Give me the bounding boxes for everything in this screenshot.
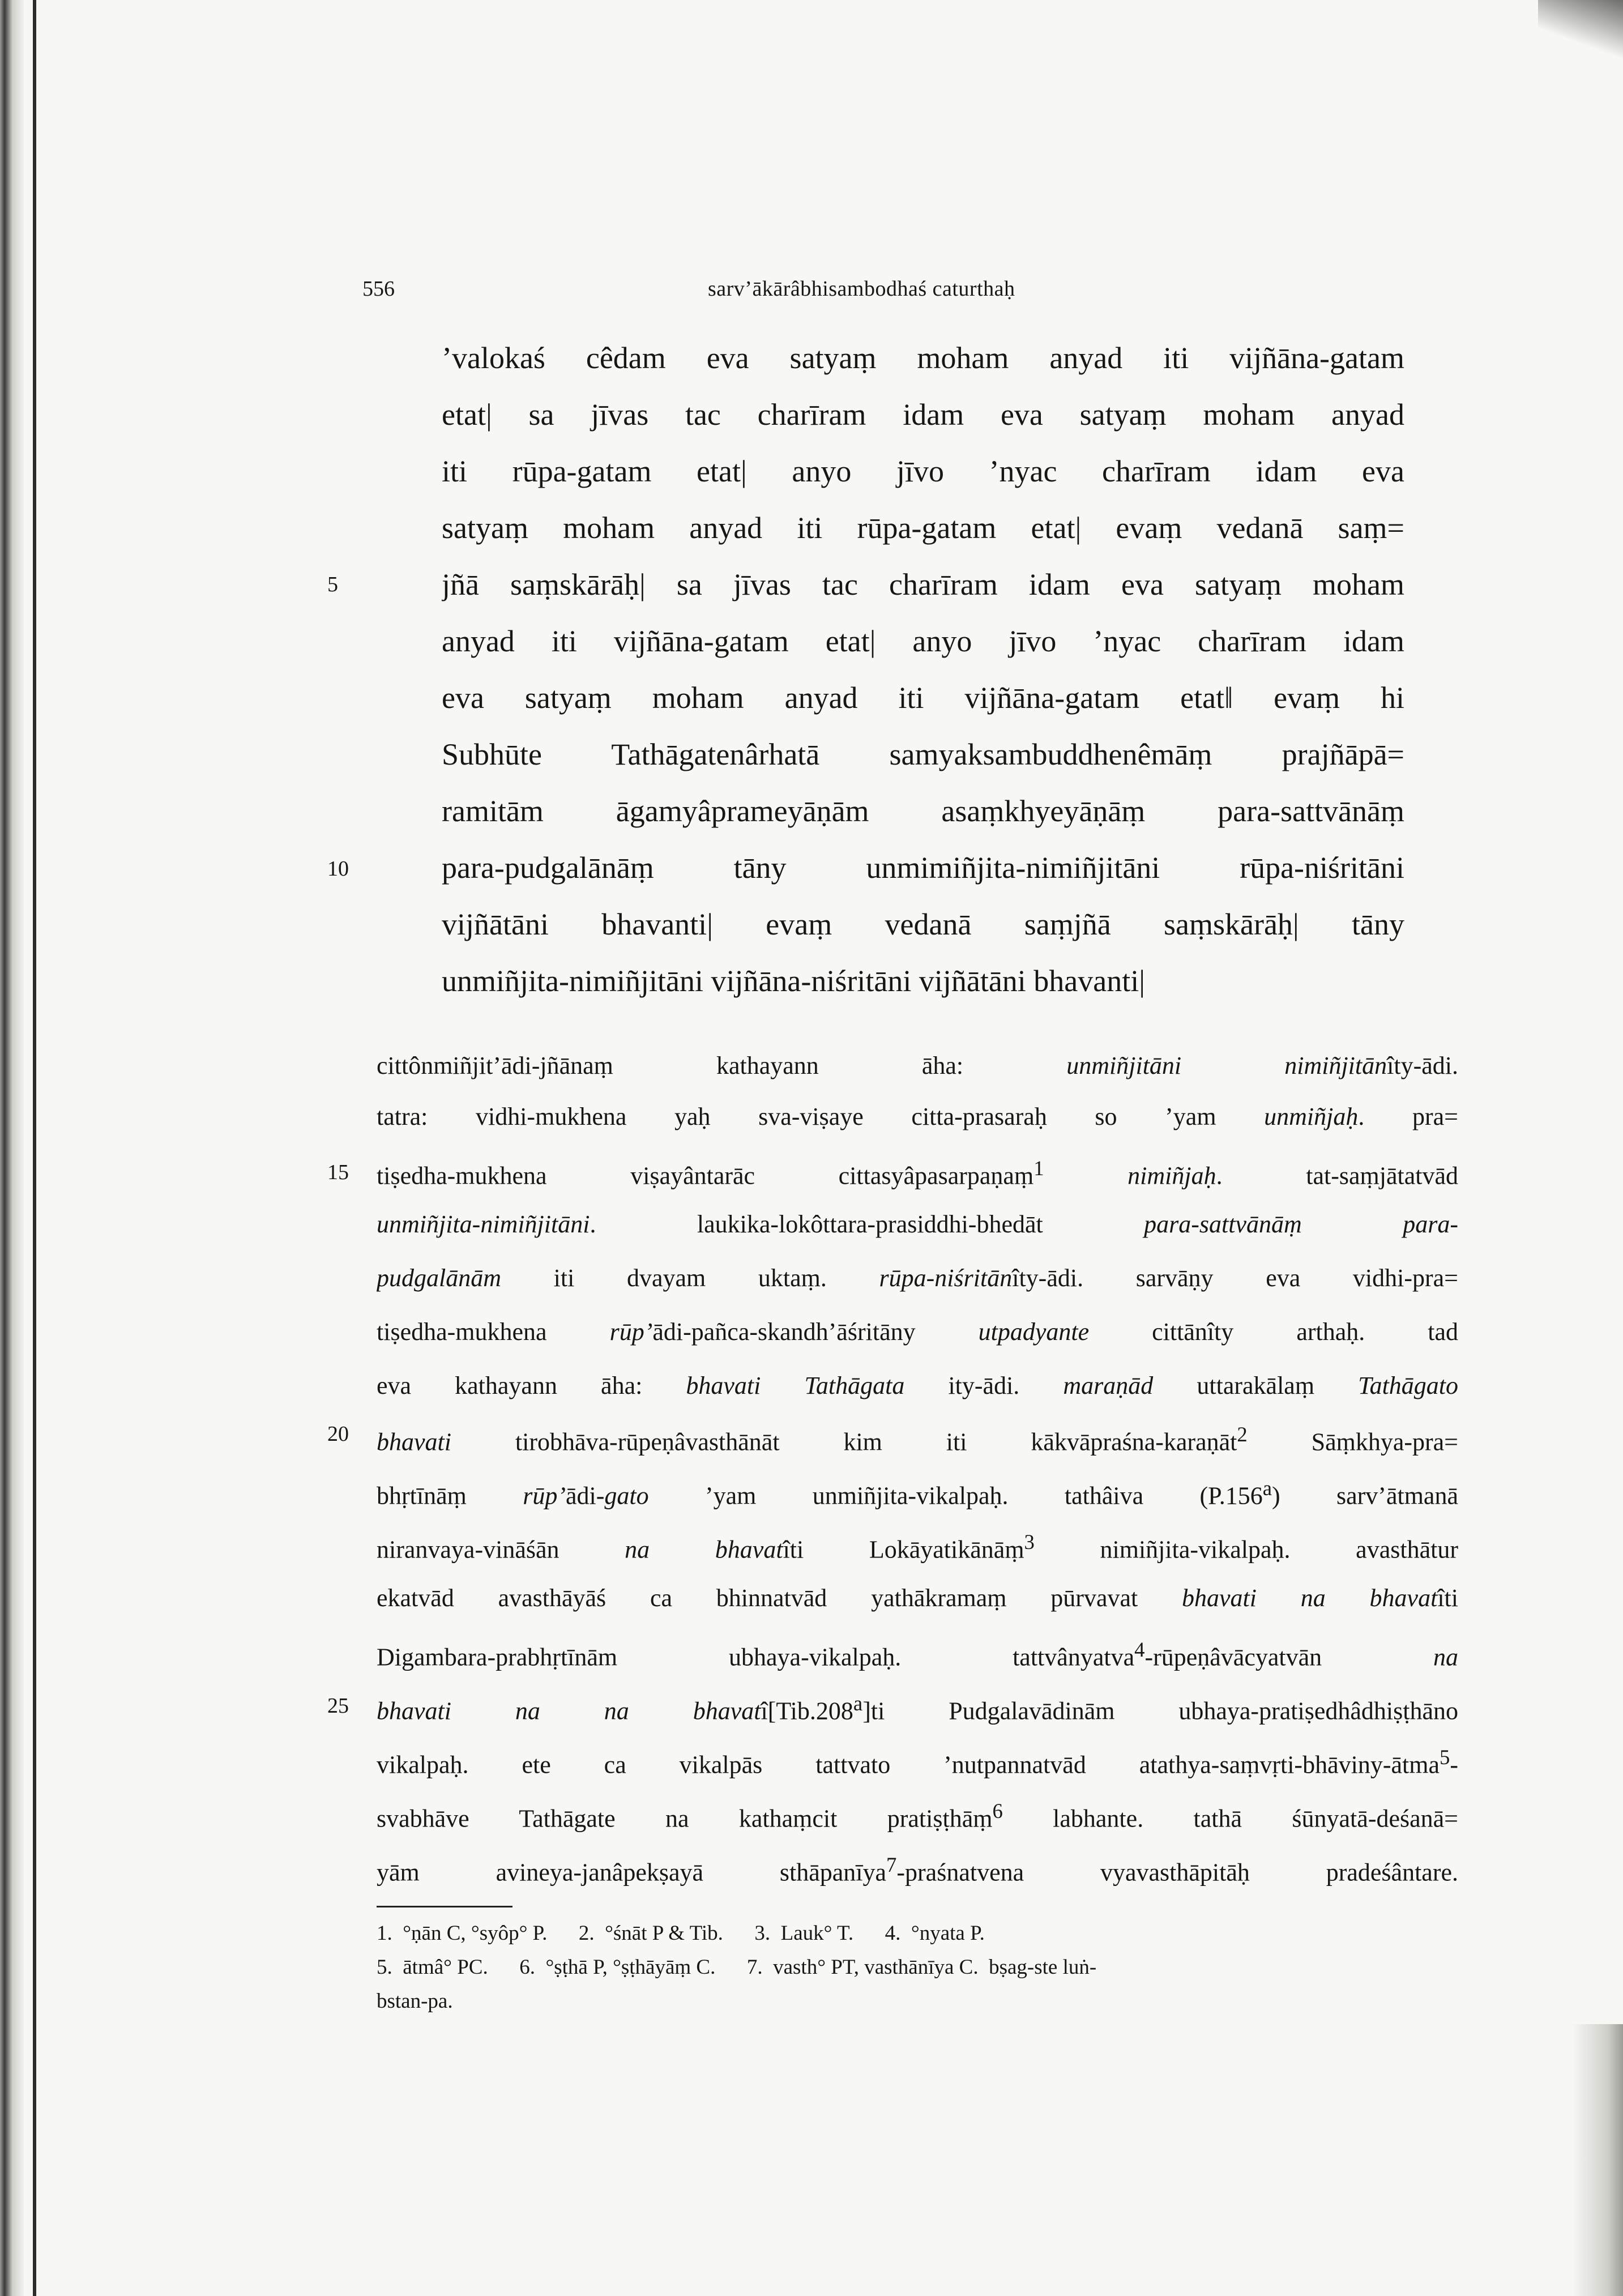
root-line: anyad iti vijñāna-gatam etat| anyo jīvo ’nyac charīram idam: [442, 626, 1404, 658]
commentary-line: pudgalānām iti dvayam uktaṃ. rūpa-niśritānîty-ādi. sarvāṇy eva vidhi-pra=: [377, 1266, 1458, 1292]
commentary-line: tatra: vidhi-mukhena yaḥ sva-viṣaye citta-prasaraḥ so ’yam unmiñjaḥ. pra=: [377, 1104, 1458, 1130]
footnote-line: 1. °ṇān C, °syôp° P. 2. °śnāt P & Tib. 3. Lauk° T. 4. °nyata P.: [377, 1923, 985, 1945]
footnote-line: 5. ātmâ° PC. 6. °ṣṭhā P, °ṣṭhāyāṃ C. 7. vasth° PT, vasthānīya C. bṣag-ste luṅ-: [377, 1957, 1097, 1979]
page-curl-top-right: [1538, 0, 1623, 68]
binding-edge: [33, 0, 36, 2296]
commentary-line: tiṣedha-mukhena viṣayântarāc cittasyâpasarpaṇaṃ$^1$ nimiñjaḥ. tat-saṃjātatvād: [377, 1158, 1458, 1190]
footnote-line: bstan-pa.: [377, 1991, 453, 2013]
line-number-10: 10: [327, 857, 349, 881]
commentary-line: svabhāve Tathāgate na kathaṃcit pratiṣṭhāṃ$^6$ labhante. tathā śūnyatā-deśanā=: [377, 1801, 1458, 1833]
line-number-25: 25: [327, 1694, 349, 1718]
page-number: 556: [362, 277, 395, 301]
root-line: unmiñjita-nimiñjitāni vijñāna-niśritāni vijñātāni bhavanti|: [442, 966, 1146, 998]
commentary-line: vikalpaḥ. ete ca vikalpās tattvato ’nutpannatvād atathya-saṃvṛti-bhāviny-ātma$^5$-: [377, 1747, 1458, 1779]
commentary-line: cittônmiñjit’ādi-jñānaṃ kathayann āha: unmiñjitāni nimiñjitānîty-ādi.: [377, 1053, 1458, 1079]
page-curl-bottom-right: [1572, 2024, 1623, 2296]
root-line: satyaṃ moham anyad iti rūpa-gatam etat| evaṃ vedanā saṃ=: [442, 513, 1404, 545]
root-line: iti rūpa-gatam etat| anyo jīvo ’nyac charīram idam eva: [442, 456, 1404, 488]
commentary-line: unmiñjita-nimiñjitāni. laukika-lokôttara-prasiddhi-bhedāt para-sattvānāṃ para-: [377, 1212, 1458, 1238]
root-line: etat| sa jīvas tac charīram idam eva satyaṃ moham anyad: [442, 399, 1404, 432]
running-head: sarv’ākārâbhisambodhaś caturthaḥ: [708, 277, 1015, 301]
line-number-20: 20: [327, 1422, 349, 1446]
root-line: jñā saṃskārāḥ| sa jīvas tac charīram idam eva satyaṃ moham: [442, 569, 1404, 601]
commentary-line: bhavati na na bhavatî[Tib.208$^a$]ti Pudgalavādinām ubhaya-pratiṣedhâdhiṣṭhāno: [377, 1693, 1458, 1725]
binding-shadow: [0, 0, 24, 2296]
commentary-line: tiṣedha-mukhena rūp’ādi-pañca-skandh’āśritāny utpadyante cittānîty arthaḥ. tad: [377, 1320, 1458, 1346]
commentary-line: bhṛtīnāṃ rūp’ādi-gato ’yam unmiñjita-vikalpaḥ. tathâiva (P.156$^a$) sarv’ātmanā: [377, 1478, 1458, 1510]
commentary-line: ekatvād avasthāyāś ca bhinnatvād yathākramaṃ pūrvavat bhavati na bhavatîti: [377, 1586, 1458, 1612]
root-line: Subhūte Tathāgatenârhatā samyaksambuddhenêmāṃ prajñāpā=: [442, 739, 1404, 771]
root-line: eva satyaṃ moham anyad iti vijñāna-gatam etat‖ evaṃ hi: [442, 682, 1404, 715]
root-line: vijñātāni bhavanti| evaṃ vedanā saṃjñā saṃskārāḥ| tāny: [442, 909, 1404, 941]
commentary-line: bhavati tirobhāva-rūpeṇâvasthānāt kim iti kākvāpraśna-karaṇāt$^2$ Sāṃkhya-pra=: [377, 1424, 1458, 1456]
root-line: ramitām āgamyâprameyāṇām asaṃkhyeyāṇāṃ para-sattvānāṃ: [442, 796, 1404, 828]
root-line: para-pudgalānāṃ tāny unmimiñjita-nimiñjitāni rūpa-niśritāni: [442, 852, 1404, 885]
commentary-line: eva kathayann āha: bhavati Tathāgata ity-ādi. maraṇād uttarakālaṃ Tathāgato: [377, 1373, 1458, 1399]
commentary-line: Digambara-prabhṛtīnām ubhaya-vikalpaḥ. tattvânyatva$^4$-rūpeṇâvācyatvān na: [377, 1640, 1458, 1671]
line-number-5: 5: [327, 573, 338, 596]
line-number-15: 15: [327, 1160, 349, 1184]
commentary-line: yām avineya-janâpekṣayā sthāpanīya$^7$-praśnatvena vyavasthāpitāḥ pradeśântare.: [377, 1855, 1458, 1887]
root-line: ’valokaś cêdam eva satyaṃ moham anyad iti vijñāna-gatam: [442, 343, 1404, 375]
footnote-rule: [377, 1906, 512, 1907]
commentary-line: niranvaya-vināśān na bhavatîti Lokāyatikānāṃ$^3$ nimiñjita-vikalpaḥ. avasthātur: [377, 1532, 1458, 1564]
